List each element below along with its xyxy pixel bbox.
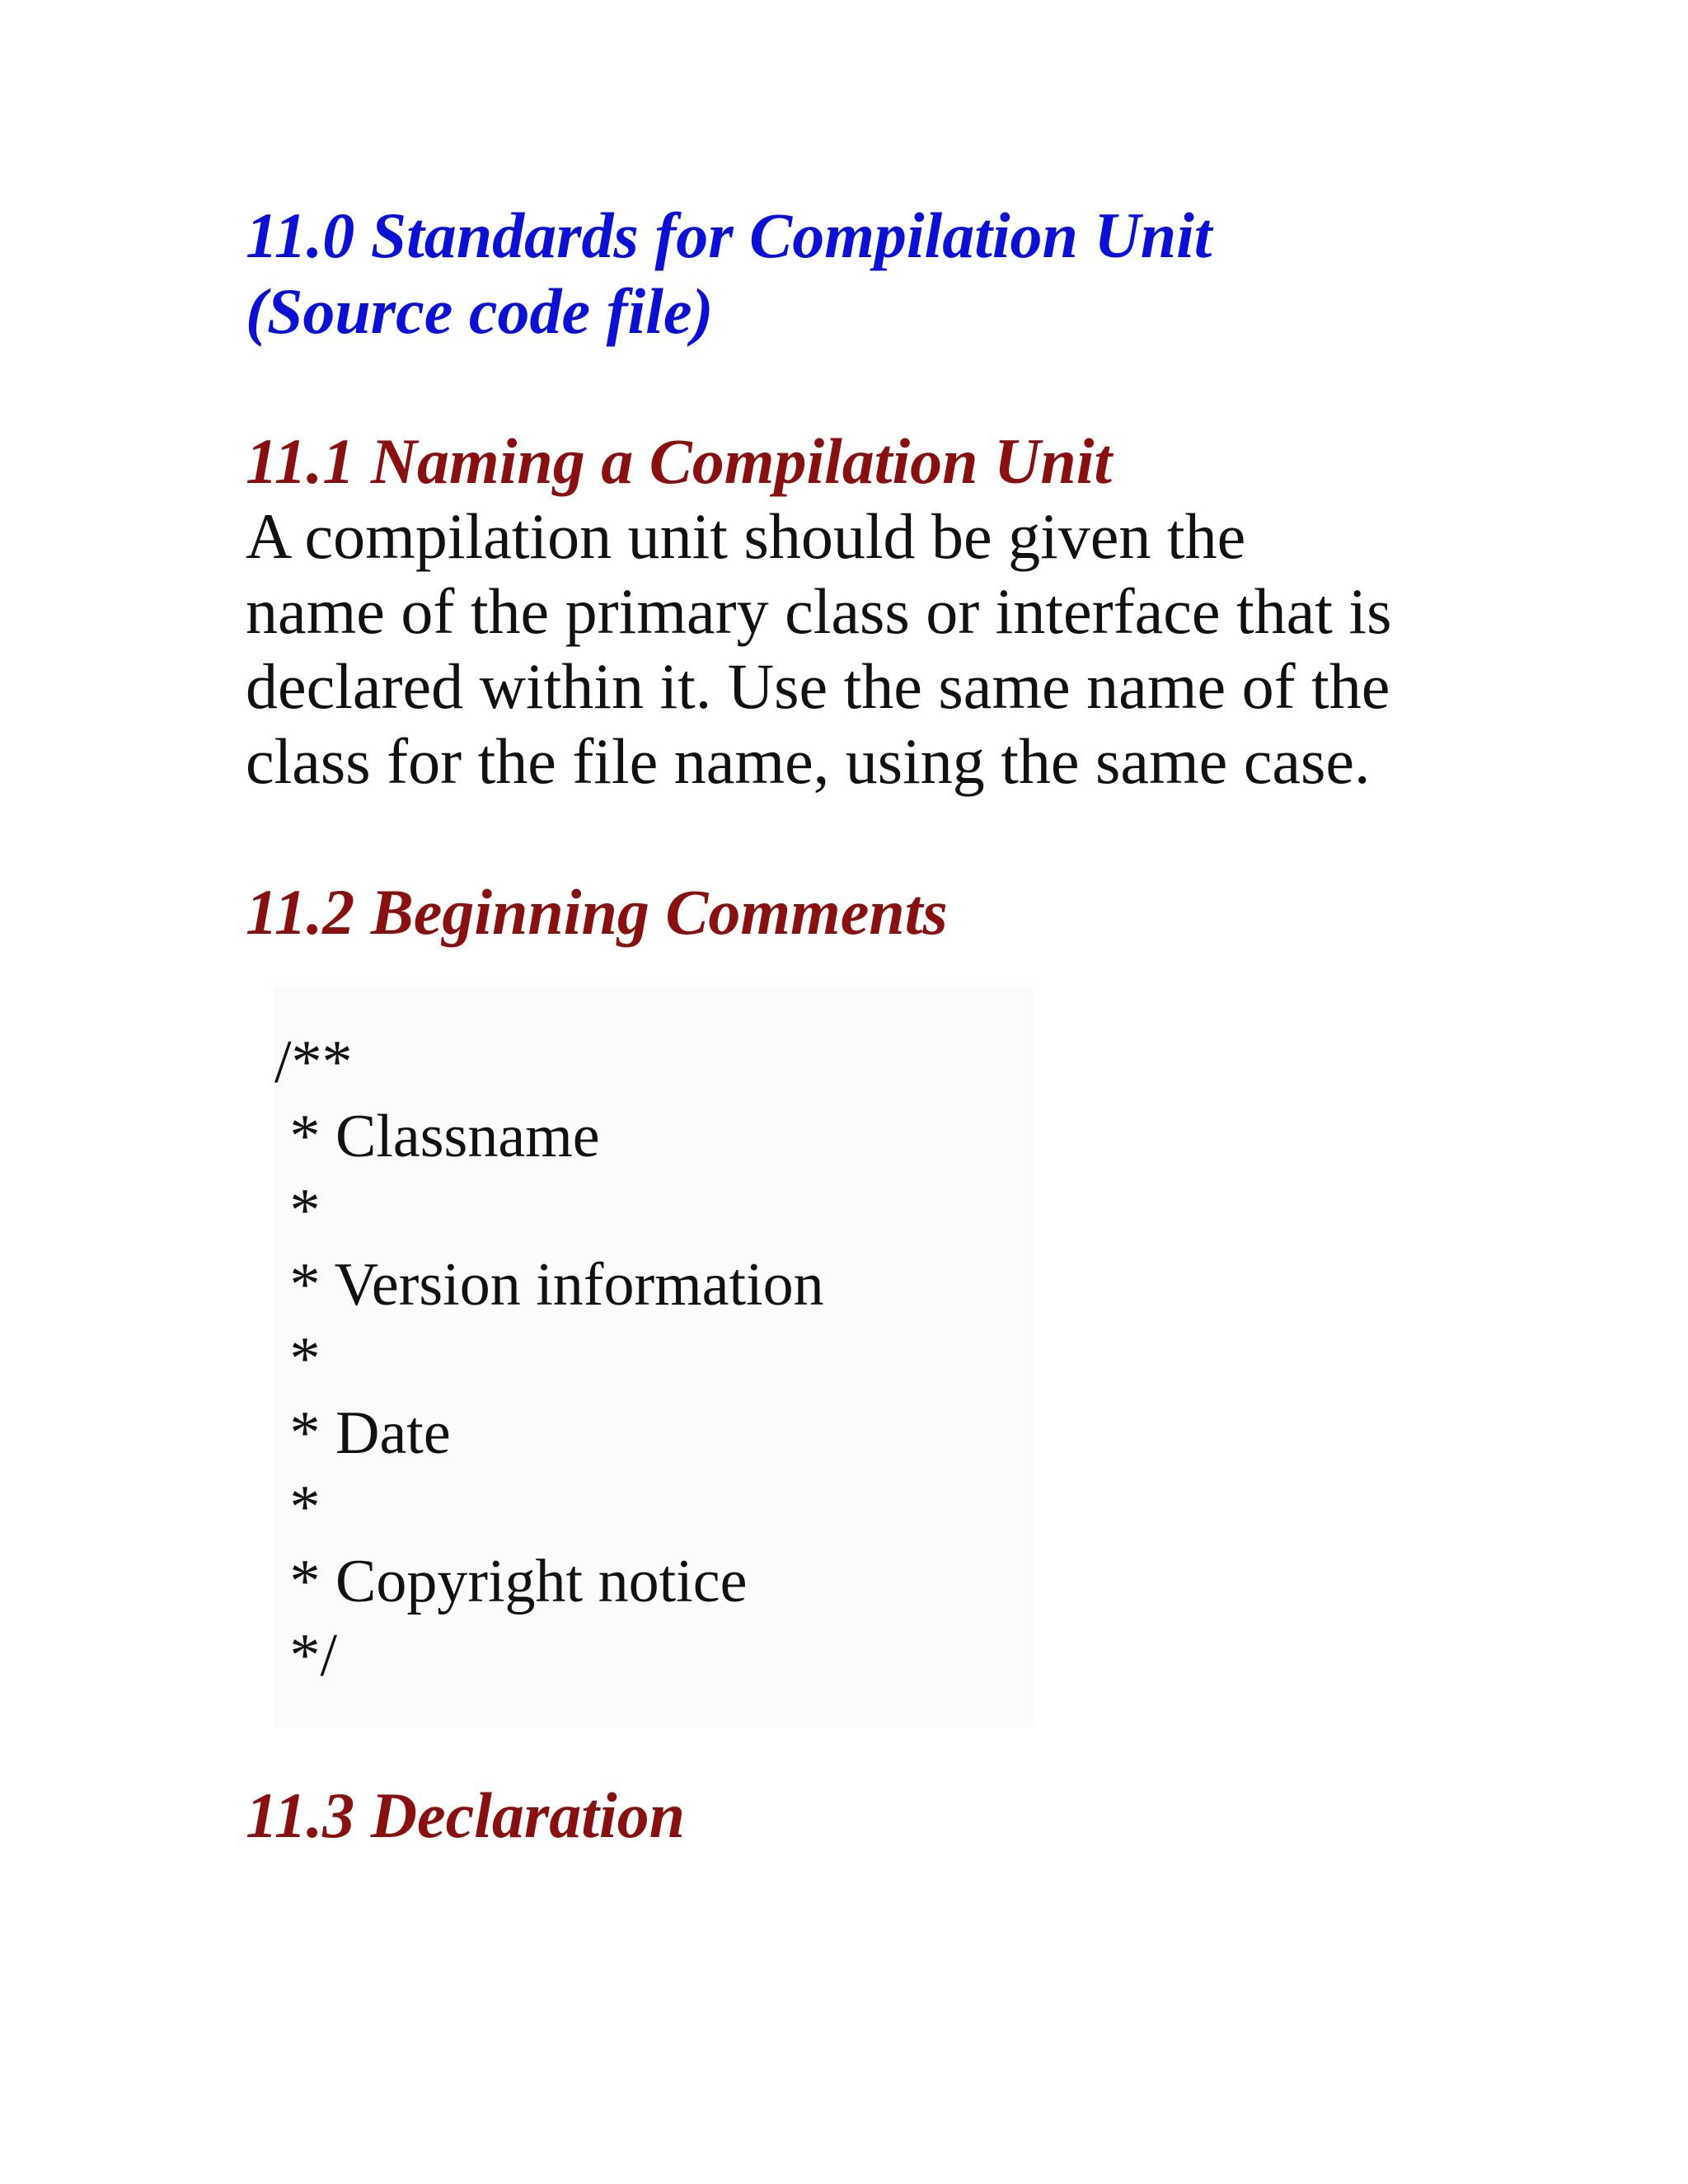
main-heading-line-2: (Source code file): [246, 275, 714, 347]
code-line: /**: [274, 1029, 353, 1096]
section-heading-declaration: 11.3 Declaration: [246, 1779, 686, 1851]
code-line: */: [274, 1622, 338, 1690]
code-line: *: [274, 1325, 321, 1393]
code-line: * Date: [274, 1399, 451, 1467]
paragraph-line: A compilation unit should be given the: [246, 500, 1246, 572]
main-heading: [246, 198, 1212, 349]
naming-paragraph: [246, 499, 1482, 799]
section-heading-beginning-comments: 11.2 Beginning Comments: [246, 876, 948, 948]
code-line: * Classname: [274, 1103, 600, 1170]
paragraph-line: class for the file name, using the same case.: [246, 725, 1371, 797]
paragraph-line: declared within it. Use the same name of the: [246, 650, 1390, 722]
code-line: *: [274, 1474, 321, 1541]
code-line: *: [274, 1177, 321, 1244]
section-heading-naming: 11.1 Naming a Compilation Unit: [246, 425, 1113, 497]
paragraph-line: name of the primary class or interface that is: [246, 575, 1392, 647]
beginning-comments-code-block: [274, 986, 1033, 1727]
code-line: * Version information: [274, 1251, 824, 1319]
code-line: * Copyright notice: [274, 1548, 748, 1615]
main-heading-line-1: 11.0 Standards for Compilation Unit: [246, 199, 1212, 271]
